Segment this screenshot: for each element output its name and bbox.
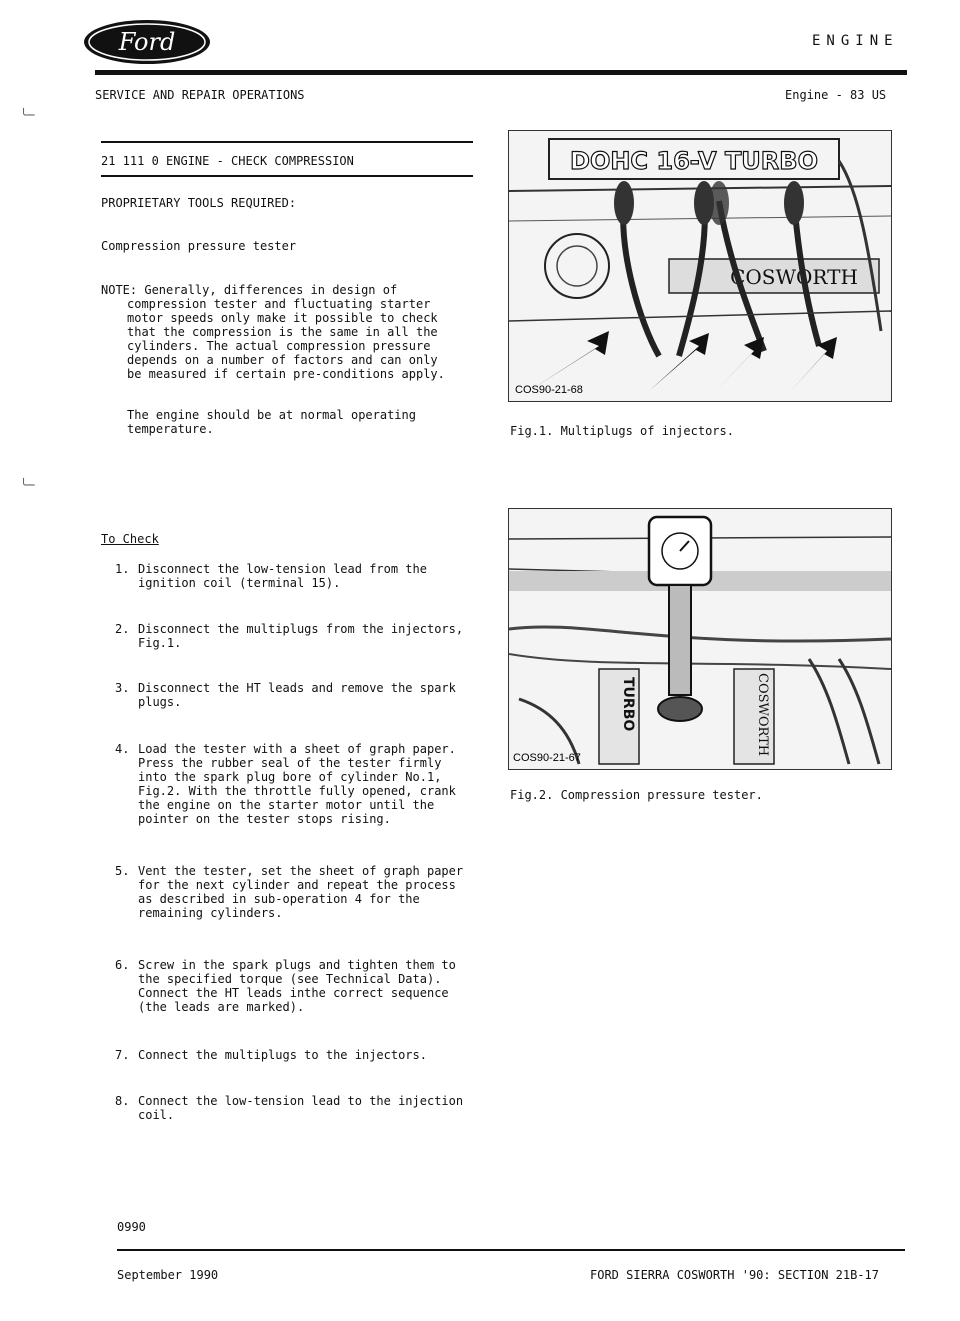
procedure-title: 21 111 0 ENGINE - CHECK COMPRESSION [101, 154, 354, 168]
note-temperature [101, 408, 481, 436]
step-number: 2. [115, 622, 130, 636]
note-line: be measured if certain pre-conditions apply. [127, 367, 445, 381]
step-number: 6. [115, 958, 130, 972]
footer-date: September 1990 [117, 1268, 219, 1282]
check-heading: To Check [101, 532, 159, 546]
step-number: 3. [115, 681, 130, 695]
margin-mark: ╰─ [20, 108, 35, 122]
title-rule-top [101, 141, 473, 143]
note-line: motor speeds only make it possible to check [127, 311, 438, 325]
footer-doc-ref: FORD SIERRA COSWORTH '90: SECTION 21B-17 [590, 1268, 879, 1282]
figure-ref: COS90-21-68 [515, 384, 583, 396]
section-title: ENGINE [812, 33, 899, 49]
note-line: compression tester and fluctuating starter [127, 297, 431, 311]
subtitle-left: SERVICE AND REPAIR OPERATIONS [95, 88, 305, 102]
step-5: 5. Vent the tester, set the sheet of graph paper for the next cylinder and repeat the process as described in sub-operation 4 for the remaining cylinders. [115, 864, 464, 920]
step-7: 7. Connect the multiplugs to the injectors. [115, 1048, 427, 1062]
subtitle-right: Engine - 83 US [785, 88, 887, 102]
tools-heading: PROPRIETARY TOOLS REQUIRED: [101, 196, 297, 210]
step-3: 3. Disconnect the HT leads and remove the spark plugs. [115, 681, 456, 709]
page-code: 0990 [117, 1220, 146, 1234]
note-line: NOTE: Generally, differences in design of [101, 283, 398, 297]
ford-logo [82, 18, 212, 66]
title-rule-bottom [101, 175, 473, 177]
step-number: 7. [115, 1048, 130, 1062]
footer-rule [117, 1249, 905, 1251]
logo-text: Ford [118, 28, 176, 56]
margin-mark: ╰─ [20, 478, 35, 492]
note-line: The engine should be at normal operating [127, 408, 416, 422]
turbo-text: TURBO [620, 677, 636, 732]
cosworth-badge: COSWORTH [730, 265, 858, 289]
step-8: 8. Connect the low-tension lead to the injection coil. [115, 1094, 464, 1122]
note-line: that the compression is the same in all the [127, 325, 438, 339]
step-number: 1. [115, 562, 130, 576]
note-line: cylinders. The actual compression pressure [127, 339, 431, 353]
engine-cover-text: DOHC 16-V TURBO [570, 147, 818, 175]
figure-ref: COS90-21-67 [513, 752, 581, 764]
step-number: 4. [115, 742, 130, 756]
note-line: depends on a number of factors and can only [127, 353, 438, 367]
figure-2-caption: Fig.2. Compression pressure tester. [510, 788, 763, 802]
note-block [101, 283, 481, 381]
step-6: 6. Screw in the spark plugs and tighten them to the specified torque (see Technical Data). Connect the HT leads inthe correct sequence (the leads are marked). [115, 958, 456, 1014]
cosworth-badge: COSWORTH [755, 673, 770, 757]
step-number: 5. [115, 864, 130, 878]
note-line: temperature. [127, 422, 214, 436]
step-4: 4. Load the tester with a sheet of graph paper. Press the rubber seal of the tester firmly into the spark plug bore of cylinder No.1, Fig.2. With the throttle fully opened, crank the engine on the starter motor until the pointer on the tester stops rising. [115, 742, 456, 826]
figure-2-illustration [508, 508, 892, 770]
figure-1-illustration [508, 130, 892, 402]
step-2: 2. Disconnect the multiplugs from the injectors, Fig.1. [115, 622, 464, 650]
header-rule [95, 70, 907, 75]
step-number: 8. [115, 1094, 130, 1108]
tool-item: Compression pressure tester [101, 239, 297, 253]
step-1: 1. Disconnect the low-tension lead from the ignition coil (terminal 15). [115, 562, 427, 590]
figure-1-caption: Fig.1. Multiplugs of injectors. [510, 424, 734, 438]
